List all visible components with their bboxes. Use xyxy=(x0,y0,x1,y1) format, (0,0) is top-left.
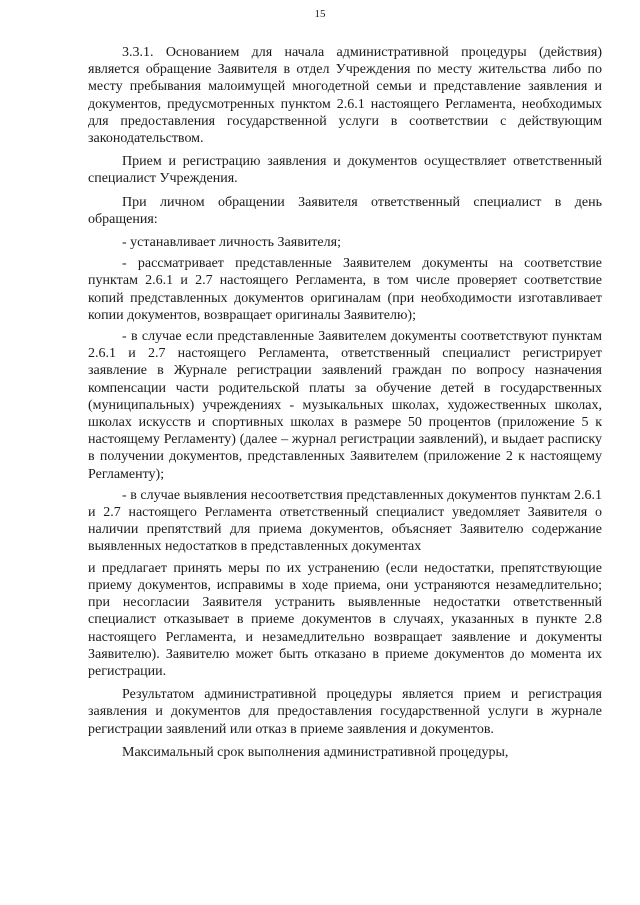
list-item-discrepancy: - в случае выявления несоответствия представленных документов пунктам 2.6.1 и 2.7 настоящего Регламента ответственный специалист уведомляет Заявителя о наличии препятствий для приема документов, объясняет Заявителю содержание выявленных недостатков в представленных документах xyxy=(88,487,602,555)
paragraph-personal-visit: При личном обращении Заявителя ответственный специалист в день обращения: xyxy=(88,194,602,227)
paragraph-reception: Прием и регистрацию заявления и документов осуществляет ответственный специалист Учреждения. xyxy=(88,154,602,187)
document-body xyxy=(88,44,602,767)
page-number: 15 xyxy=(314,8,326,20)
paragraph-remedy: и предлагает принять меры по их устранению (если недостатки, препятствующие приему документов, исправимы в ходе приема, они устраняются незамедлительно; при несогласии Заявителя устранить выявленные недостатки ответственный специалист отказывает в приеме документов в случаях, указанных в пункте 2.8 настоящего Регламента, и незамедлительно возвращает заявление и документы Заявителю). Заявителю может быть отказано в приеме документов до момента их регистрации. xyxy=(88,560,602,679)
list-item-review: - рассматривает представленные Заявителем документы на соответствие пунктам 2.6.1 и 2.7 настоящего Регламента, в том числе проверяет соответствие копий представленных документов оригиналам (при необходимости изготавливает копии документов, возвращает оригиналы Заявителю); xyxy=(88,256,602,323)
paragraph-max-term: Максимальный срок выполнения административной процедуры, xyxy=(122,744,509,760)
paragraph-result: Результатом административной процедуры является прием и регистрация заявления и документов для предоставления государственной услуги в журнале регистрации заявлений или отказ в приеме заявления и документов. xyxy=(88,687,602,737)
list-item-registration: - в случае если представленные Заявителем документы соответствуют пунктам 2.6.1 и 2.7 настоящего Регламента, ответственный специалист регистрирует заявление в Журнале регистрации заявлений граждан по вопросу назначения компенсации части родительской платы за обучение детей в государственных (муниципальных) учреждениях - музыкальных школах, художественных школах, школах искусств и спортивных школах в размере 50 процентов (приложение 5 к настоящему Регламенту) (далее – журнал регистрации заявлений), и выдает расписку в получении документов, представленных Заявителем (приложение 2 к настоящему Регламенту); xyxy=(88,329,602,482)
paragraph-basis: 3.3.1. Основанием для начала административной процедуры (действия) является обращение Заявителя в отдел Учреждения по месту жительства либо по месту пребывания малоимущей многодетной семьи и представление заявления и документов, предусмотренных пунктом 2.6.1 настоящего Регламента, необходимых для предоставления государственной услуги в соответствии с действующим законодательством. xyxy=(88,45,602,147)
list-item-identity: - устанавливает личность Заявителя; xyxy=(122,235,341,251)
